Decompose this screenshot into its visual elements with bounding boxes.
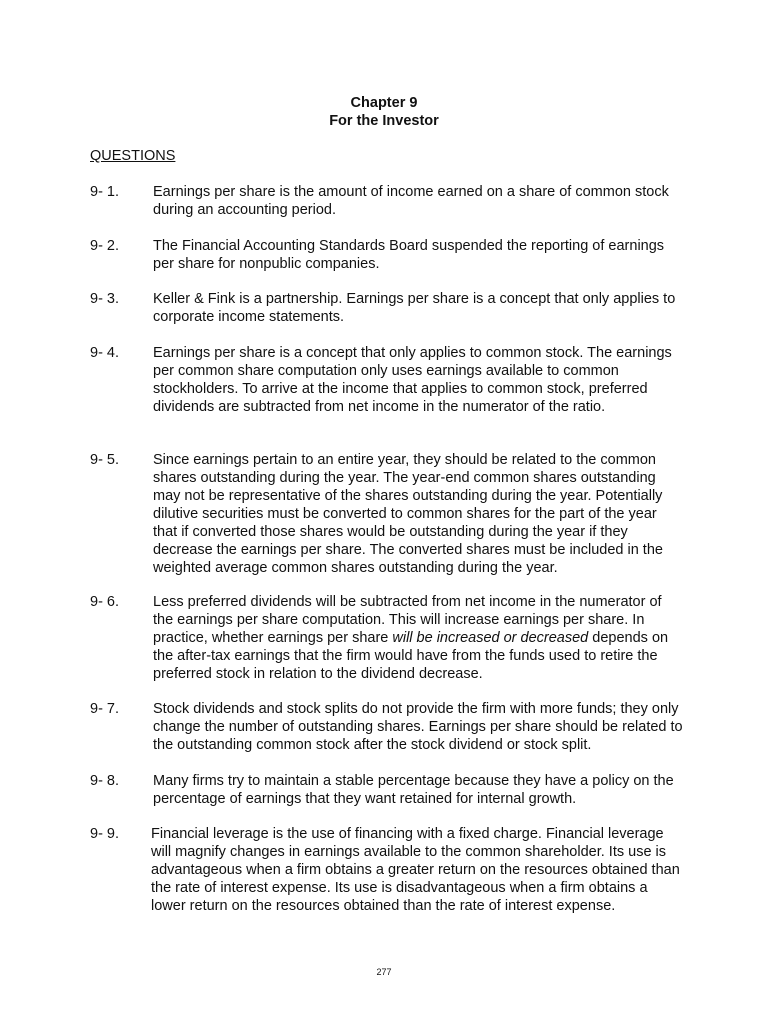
question-number: 9- 5. (90, 452, 120, 468)
question-text: Earnings per share is the amount of income earned on a share of common stock during an accounting period. (153, 184, 669, 218)
chapter-number: Chapter 9 (350, 95, 418, 111)
question-text (153, 593, 683, 683)
question-number: 9- 4. (90, 345, 120, 361)
question-text-italic: will be increased or decreased (392, 630, 589, 646)
question-item (90, 451, 690, 577)
question-text-part: Less preferred dividends will be subtracted from net income in the numerator of the earnings per share computation. This will increase earnings per share. In practice, whether earnings per share (153, 594, 662, 646)
question-number: 9- 9. (90, 826, 120, 842)
question-item (90, 700, 690, 754)
page-number: 277 (376, 967, 392, 977)
question-item (90, 290, 690, 326)
chapter-title: For the Investor (329, 113, 439, 129)
question-item (90, 237, 690, 273)
question-item (90, 593, 690, 683)
question-number: 9- 1. (90, 184, 120, 200)
question-text: Keller & Fink is a partnership. Earnings per share is a concept that only applies to corporate income statements. (153, 291, 676, 325)
question-text: Stock dividends and stock splits do not provide the firm with more funds; they only change the number of outstanding shares. Earnings per share should be related to the outstanding common stock after the stock dividend or stock split. (153, 701, 683, 753)
question-number: 9- 7. (90, 701, 120, 717)
question-number: 9- 6. (90, 594, 120, 610)
question-text: Since earnings pertain to an entire year, they should be related to the common shares outstanding during the year. The year-end common shares outstanding may not be representative of the shares outstanding during the year. Potentially dilutive securities must be converted to common shares for the part of the year that if converted those shares would be outstanding during the year if they decrease the earnings per share. The converted shares must be included in the weighted average common shares outstanding during the year. (153, 452, 663, 576)
question-number: 9- 8. (90, 773, 120, 789)
question-item (90, 183, 690, 219)
section-heading: QUESTIONS (90, 148, 176, 164)
question-text: Many firms try to maintain a stable percentage because they have a policy on the percentage of earnings that they want retained for internal growth. (153, 773, 674, 807)
question-item (90, 772, 690, 808)
question-number: 9- 3. (90, 291, 120, 307)
question-text: Earnings per share is a concept that only applies to common stock. The earnings per common share computation only uses earnings available to common stockholders. To arrive at the income that applies to common stock, preferred dividends are subtracted from net income in the numerator of the ratio. (153, 345, 672, 415)
question-text: The Financial Accounting Standards Board suspended the reporting of earnings per share for nonpublic companies. (153, 238, 665, 272)
question-item (90, 344, 690, 416)
question-text: Financial leverage is the use of financing with a fixed charge. Financial leverage will magnify changes in earnings available to the common shareholder. Its use is advantageous when a firm obtains a greater return on the resources obtained than the rate of interest expense. Its use is disadvantageous when a firm obtains a lower return on the resources obtained than the rate of interest expense. (151, 826, 680, 914)
question-text-part: depends on the after-tax earnings that the firm would have from the funds used to retire the preferred stock in relation to the dividend decrease. (153, 630, 669, 682)
question-item (90, 825, 690, 915)
question-number: 9- 2. (90, 238, 120, 254)
